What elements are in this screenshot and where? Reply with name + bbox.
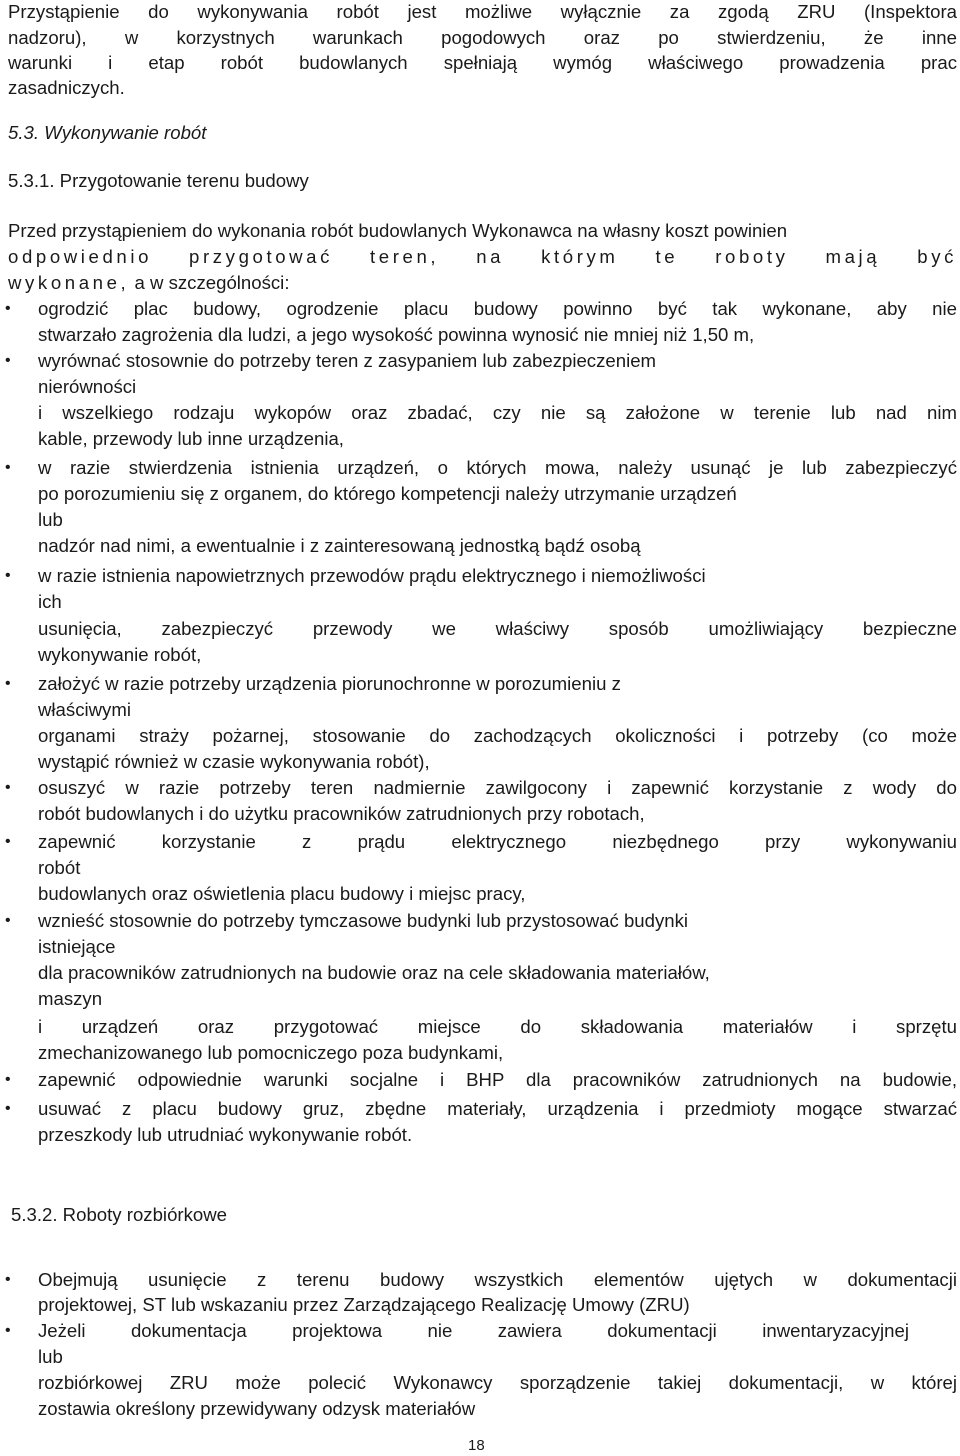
section-heading-5-3-1: 5.3.1. Przygotowanie terenu budowy <box>8 170 309 191</box>
section-heading-5-3-2: 5.3.2. Roboty rozbiórkowe <box>11 1204 228 1225</box>
list-item-line: usunięcia, zabezpieczyć przewody we właściwy sposób umożliwiający bezpieczne <box>38 618 957 639</box>
list-item-line: nadzór nad nimi, a ewentualnie i z zainteresowaną jednostką bądź osobą <box>38 535 641 556</box>
list-item-line: dla pracowników zatrudnionych na budowie oraz na cele składowania materiałów, <box>38 962 710 983</box>
list-item-line: i urządzeń oraz przygotować miejsce do składowania materiałów i sprzętu <box>38 1016 957 1037</box>
intro-line: Przystąpienie do wykonywania robót jest możliwe wyłącznie za zgodą ZRU (Inspektora <box>8 1 957 22</box>
list-item-line: lub <box>38 1346 63 1367</box>
list-item-line: wykonywanie robót, <box>38 644 202 665</box>
bullet-icon: • <box>5 459 11 476</box>
list-item-line: robót <box>38 857 81 878</box>
bullet-icon: • <box>5 833 11 850</box>
list-item-line: ich <box>38 591 62 612</box>
list-item-line: zostawia określony przewidywany odzysk materiałów <box>38 1398 476 1419</box>
paragraph-line <box>8 272 289 294</box>
bullet-icon: • <box>5 779 11 796</box>
bullet-icon: • <box>5 912 11 929</box>
list-item-line: w razie stwierdzenia istnienia urządzeń, o których mowa, należy usunąć je lub zabezpieczyć <box>38 457 957 478</box>
list-item-line: właściwymi <box>38 699 131 720</box>
page-number: 18 <box>468 1437 485 1454</box>
list-item-line: organami straży pożarnej, stosowanie do zachodzących okoliczności i potrzeby (co może <box>38 725 957 746</box>
list-item-line: zmechanizowanego lub pomocniczego poza budynkami, <box>38 1042 504 1063</box>
list-item-line: projektowej, ST lub wskazaniu przez Zarządzającego Realizację Umowy (ZRU) <box>38 1294 690 1315</box>
list-item-line: usuwać z placu budowy gruz, zbędne materiały, urządzenia i przedmioty mogące stwarzać <box>38 1098 957 1119</box>
list-item-line: zapewnić korzystanie z prądu elektrycznego niezbędnego przy wykonywaniu <box>38 831 957 852</box>
list-item-line: nierówności <box>38 376 137 397</box>
paragraph-word: wykonane, <box>8 272 130 293</box>
list-item-line: w razie istnienia napowietrznych przewodów prądu elektrycznego i niemożliwości <box>38 565 706 586</box>
list-item-line: zapewnić odpowiednie warunki socjalne i BHP dla pracowników zatrudnionych na budowie, <box>38 1069 957 1090</box>
list-item-line: i wszelkiego rodzaju wykopów oraz zbadać, czy nie są założone w terenie lub nad nim <box>38 402 957 423</box>
bullet-icon: • <box>5 1100 11 1117</box>
section-heading-5-3: 5.3. Wykonywanie robót <box>8 122 207 143</box>
list-item-line: wystąpić również w czasie wykonywania robót), <box>38 751 430 772</box>
list-item-line: stwarzało zagrożenia dla ludzi, a jego wysokość powinna wynosić nie mniej niż 1,50 m, <box>38 324 755 345</box>
list-item-line: ogrodzić plac budowy, ogrodzenie placu budowy powinno być tak wykonane, aby nie <box>38 298 957 319</box>
list-item-line: robót budowlanych i do użytku pracowników zatrudnionych przy robotach, <box>38 803 645 824</box>
bullet-icon: • <box>5 1271 11 1288</box>
list-item-line: Jeżeli dokumentacja projektowa nie zawiera dokumentacji inwentaryzacyjnej <box>38 1320 909 1341</box>
bullet-icon: • <box>5 1071 11 1088</box>
paragraph-line: Przed przystąpieniem do wykonania robót budowlanych Wykonawca na własny koszt powinien <box>8 220 788 241</box>
list-item-line: Obejmują usunięcie z terenu budowy wszystkich elementów ujętych w dokumentacji <box>38 1269 957 1290</box>
bullet-icon: • <box>5 1322 11 1339</box>
intro-line: warunki i etap robót budowlanych spełniają wymóg właściwego prowadzenia prac <box>8 52 957 73</box>
list-item-line: maszyn <box>38 988 103 1009</box>
bullet-icon: • <box>5 675 11 692</box>
list-item-line: budowlanych oraz oświetlenia placu budowy i miejsc pracy, <box>38 883 526 904</box>
list-item-line: lub <box>38 509 63 530</box>
list-item-line: istniejące <box>38 936 116 957</box>
list-item-line: wznieść stosownie do potrzeby tymczasowe budynki lub przystosować budynki <box>38 910 689 931</box>
bullet-icon: • <box>5 352 11 369</box>
bullet-icon: • <box>5 300 11 317</box>
list-item-line: wyrównać stosownie do potrzeby teren z zasypaniem lub zabezpieczeniem <box>38 350 657 371</box>
paragraph-line: odpowiednio przygotować teren, na którym te roboty mają być <box>8 246 957 267</box>
list-item-line: kable, przewody lub inne urządzenia, <box>38 428 344 449</box>
paragraph-word: a w szczególności: <box>134 272 290 293</box>
list-item-line: po porozumieniu się z organem, do którego kompetencji należy utrzymanie urządzeń <box>38 483 737 504</box>
bullet-icon: • <box>5 567 11 584</box>
list-item-line: osuszyć w razie potrzeby teren nadmiernie zawilgocony i zapewnić korzystanie z wody do <box>38 777 957 798</box>
intro-line: nadzoru), w korzystnych warunkach pogodowych oraz po stwierdzeniu, że inne <box>8 27 957 48</box>
list-item-line: założyć w razie potrzeby urządzenia piorunochronne w porozumieniu z <box>38 673 621 694</box>
list-item-line: przeszkody lub utrudniać wykonywanie robót. <box>38 1124 413 1145</box>
list-item-line: rozbiórkowej ZRU może polecić Wykonawcy sporządzenie takiej dokumentacji, w której <box>38 1372 957 1393</box>
intro-line: zasadniczych. <box>8 77 125 98</box>
